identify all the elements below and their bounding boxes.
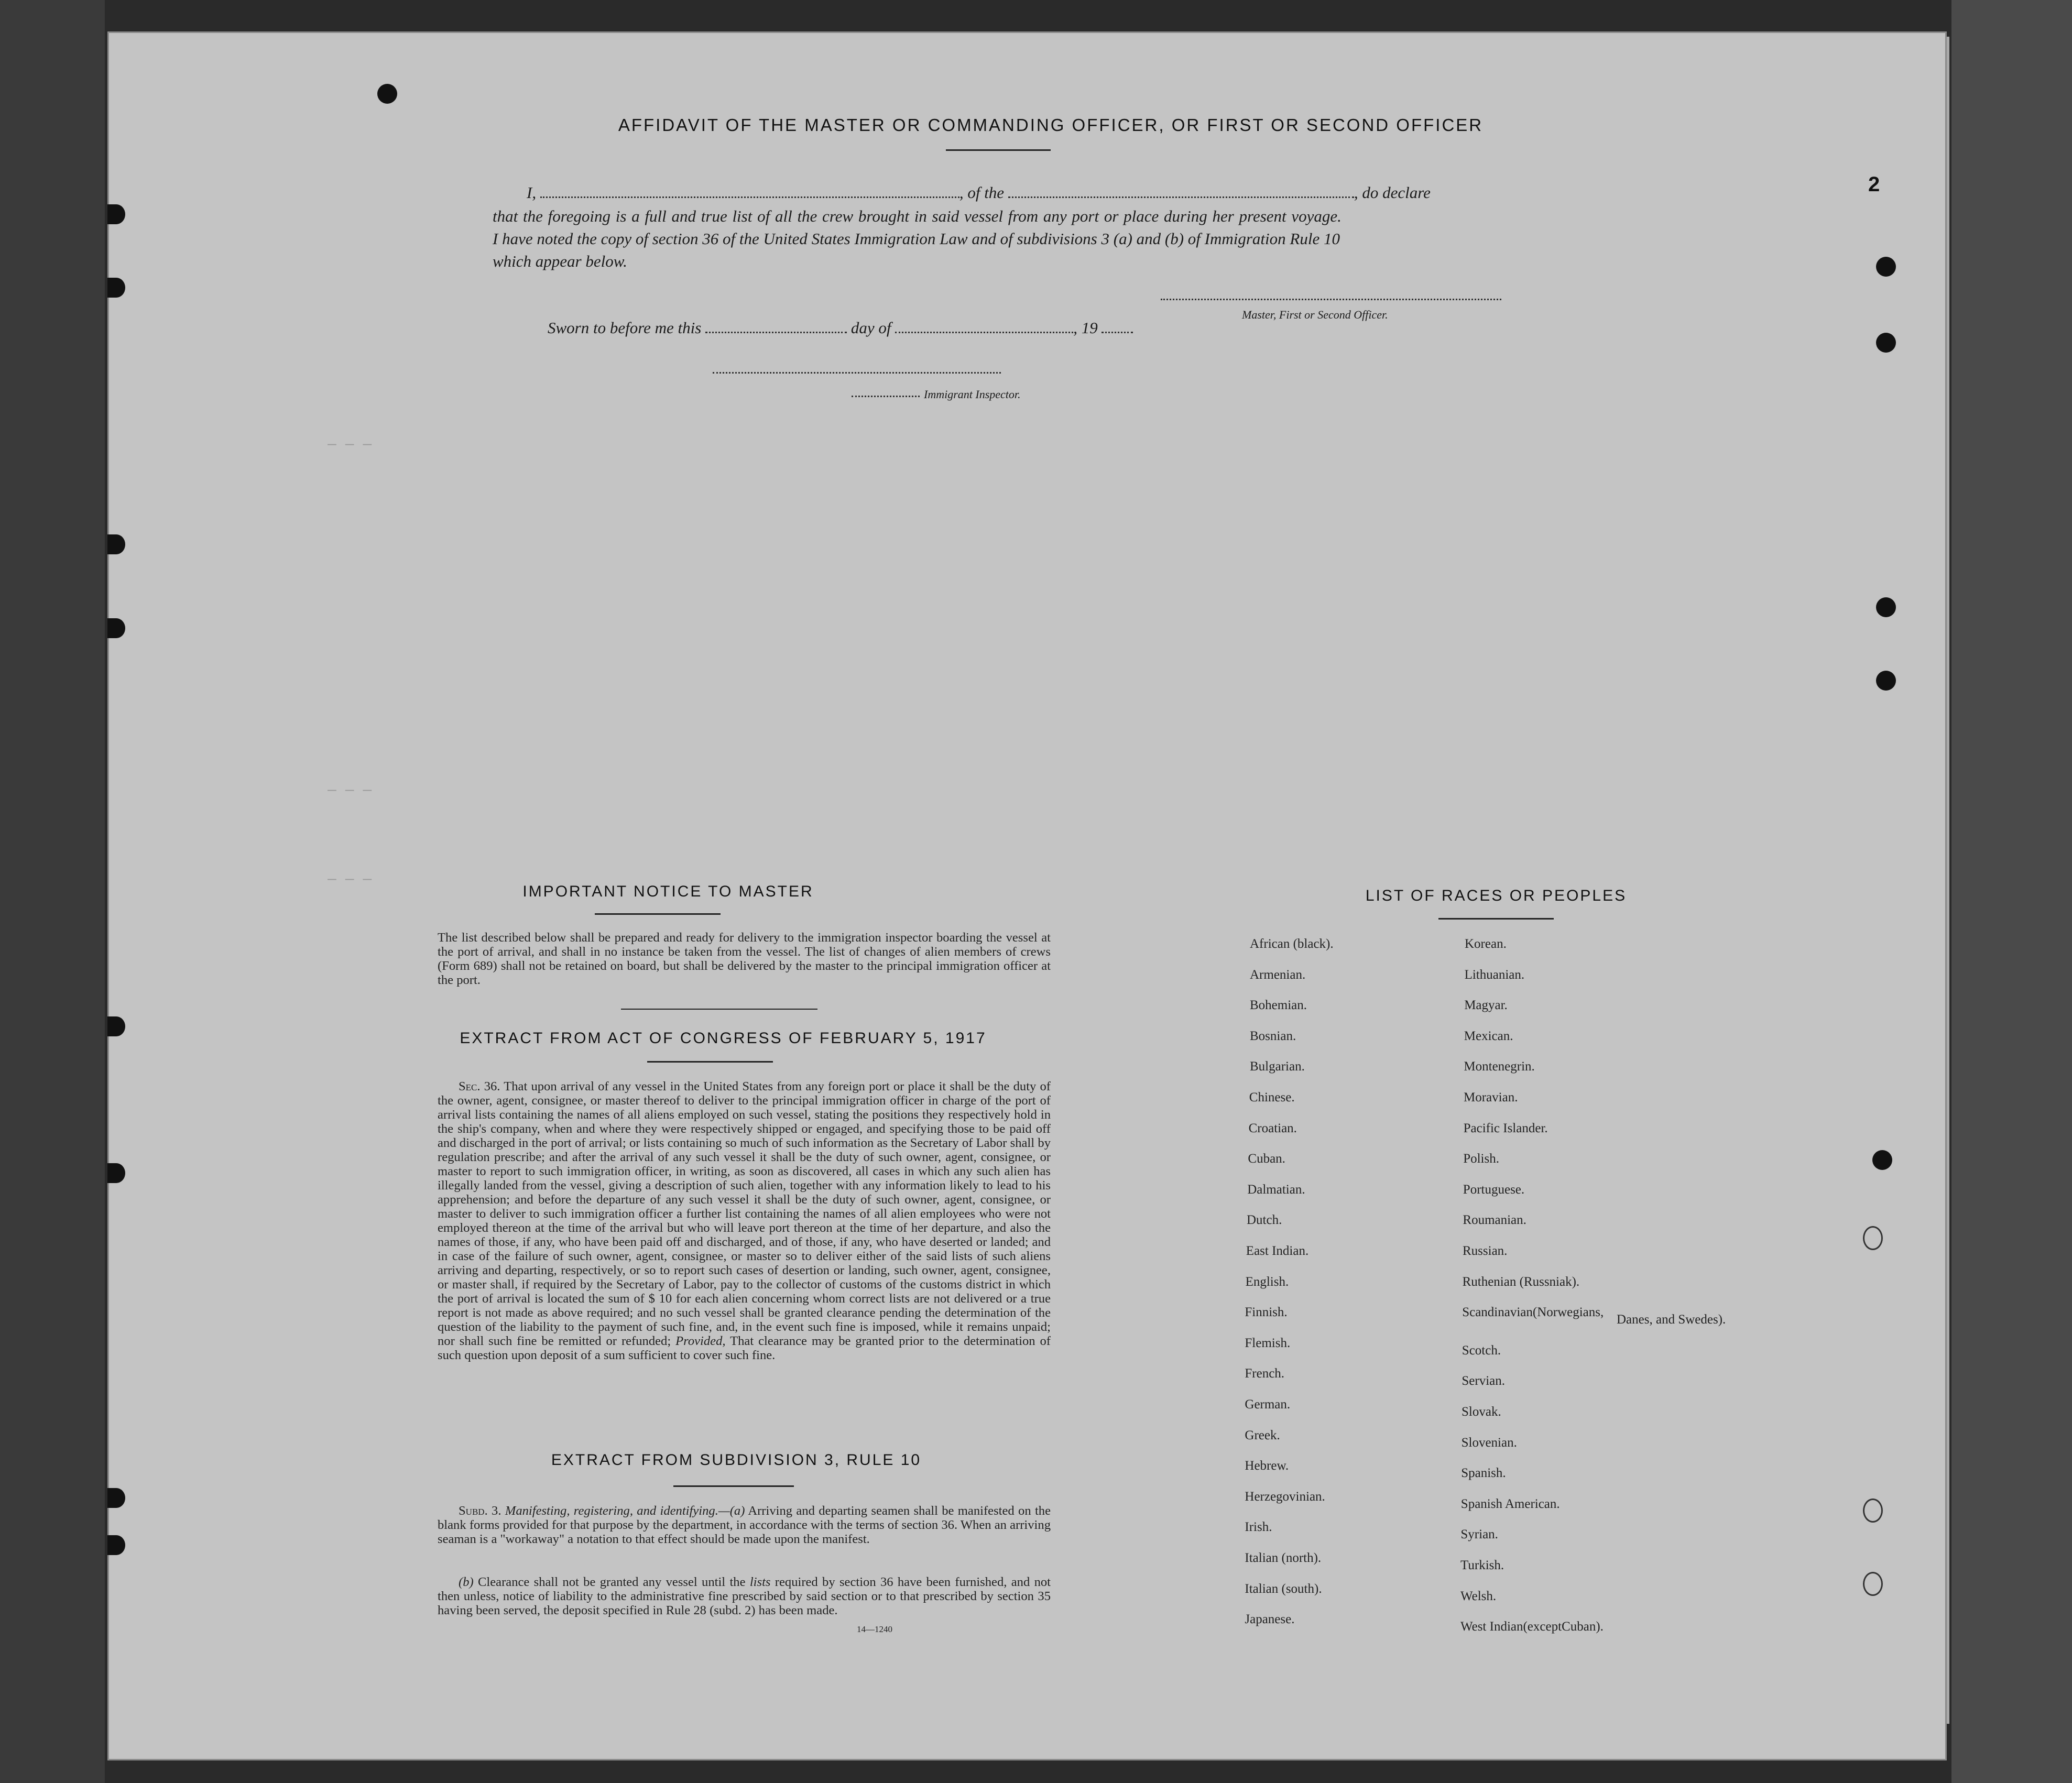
divider <box>647 1061 773 1063</box>
race-item: Spanish. <box>1461 1466 1506 1481</box>
scan-background-right <box>1951 0 2072 1783</box>
races-title: LIST OF RACES OR PEOPLES <box>1365 887 1627 904</box>
punch-hole-icon <box>1863 1572 1883 1596</box>
bleed-through-text: — — — <box>328 435 372 452</box>
notice-body: The list described below shall be prepared and ready for delivery to the immigration inspector boarding the vessel at the port of arrival, and shall in no instance be taken from the vessel. The list of changes of alien members of crews (Form 689) shall not be retained on board, but shall be delivered by the master to the principal immigration officer at the port. <box>438 931 1051 987</box>
divider <box>595 913 721 915</box>
affidavit-line-4: which appear below. <box>493 252 627 270</box>
sworn-month-blank[interactable] <box>895 332 1073 333</box>
race-item: Roumanian. <box>1463 1213 1526 1228</box>
page-number: 2 <box>1868 173 1882 196</box>
section-label: Sec. 36. <box>459 1079 500 1093</box>
race-item: Croatian. <box>1248 1121 1297 1135</box>
subdivision-a-text: Arriving and departing seamen shall be manifested on the blank forms provided for that purpose by the department, in accordance with the terms of section 36. When an arriving seaman is a "workaway" a notation to that effect should be made upon the manifest. <box>438 1504 1051 1546</box>
day-of-text: day of <box>850 319 891 337</box>
race-item: Greek. <box>1245 1428 1280 1442</box>
race-item: Bulgarian. <box>1250 1059 1305 1074</box>
punch-hole-icon <box>107 618 125 638</box>
race-item: Moravian. <box>1464 1090 1518 1104</box>
race-item: German. <box>1245 1397 1291 1412</box>
race-item: English. <box>1245 1274 1289 1289</box>
race-item: Syrian. <box>1460 1527 1498 1542</box>
extract-act-title: EXTRACT FROM ACT OF CONGRESS OF FEBRUARY 5, 1917 <box>460 1030 987 1047</box>
affidavit-of-the: , of the <box>959 183 1005 202</box>
race-item: Servian. <box>1462 1374 1506 1388</box>
race-item: Dutch. <box>1247 1213 1282 1228</box>
race-item: Lithuanian. <box>1464 967 1525 982</box>
race-item: Herzegovinian. <box>1245 1489 1325 1504</box>
race-item: Magyar. <box>1464 998 1508 1013</box>
subdivision-b-text: Clearance shall not be granted any vessel until the <box>478 1575 746 1589</box>
divider <box>1438 918 1554 920</box>
race-item: Japanese. <box>1245 1612 1295 1627</box>
bleed-through-text: — — — <box>328 781 372 798</box>
sworn-line <box>548 319 1133 337</box>
race-item: Armenian. <box>1250 967 1306 982</box>
punch-hole-icon <box>1872 1150 1892 1170</box>
notice-title: IMPORTANT NOTICE TO MASTER <box>522 883 814 900</box>
inspector-caption: Immigrant Inspector. <box>924 388 1021 401</box>
race-item: Bohemian. <box>1250 998 1307 1013</box>
inspector-signature-blank[interactable] <box>713 372 1001 374</box>
divider <box>946 149 1051 151</box>
punch-hole-icon <box>377 84 397 104</box>
provided-label: Provided, <box>675 1334 726 1348</box>
race-item: Italian (north). <box>1245 1551 1322 1565</box>
race-item: Mexican. <box>1464 1029 1513 1043</box>
affidavit-i: I, <box>527 183 537 202</box>
race-item: Turkish. <box>1460 1558 1504 1572</box>
punch-hole-icon <box>107 1488 125 1508</box>
race-item: Slovak. <box>1462 1405 1501 1419</box>
affidavit-line-2: that the foregoing is a full and true list of all the crew brought in said vessel from any port or place during her present voyage. <box>493 207 1342 225</box>
form-number: 14—1240 <box>857 1624 892 1634</box>
race-item: Korean. <box>1465 937 1507 951</box>
affidavit-line-3: I have noted the copy of section 36 of the United States Immigration Law and of subdivisions 3 (a) and (b) of Immigration Rule 10 <box>493 229 1340 248</box>
race-item: African (black). <box>1250 937 1334 951</box>
race-item: Portuguese. <box>1463 1182 1525 1197</box>
extract-rule-title: EXTRACT FROM SUBDIVISION 3, RULE 10 <box>551 1451 922 1469</box>
punch-hole-icon <box>107 534 125 554</box>
punch-hole-icon <box>1876 257 1896 277</box>
subdivision-label: Subd. 3. <box>459 1504 501 1518</box>
master-signature-blank[interactable] <box>1161 299 1501 300</box>
race-item: Bosnian. <box>1250 1029 1296 1043</box>
divider <box>621 1009 817 1010</box>
race-item: Scandinavian(Norwegians, <box>1462 1305 1604 1320</box>
race-item: Welsh. <box>1460 1589 1497 1603</box>
inspector-short-blank <box>852 396 920 397</box>
race-item: Italian (south). <box>1245 1581 1322 1596</box>
section-36-text: That upon arrival of any vessel in the United States from any foreign port or place it shall be the duty of the owner, agent, consignee, or master thereof to deliver to the principal immigration officer in charge of the port of arrival lists containing the names of all aliens employed on such vessel, stating the positions they respectively hold in the ship's company, when and where they were respectively shipped or engaged, and specifying those to be paid off and discharged in the port of arrival; or lists containing so much of such information as the Secretary of Labor shall by regulation prescribe; and after the arrival of any such vessel it shall be the duty of such owner, agent, consignee, or master to report to such immigration officer, in writing, as soon as discovered, all cases in which any such alien has illegally landed from the vessel, giving a description of such alien, together with any information likely to lead to his apprehension; and before the departure of any such vessel it shall be the duty of such owner, agent, consignee, or master to deliver to such immigration officer a further list containing the names of all alien employees who were not employed thereon at the time of the arrival but who will leave port thereon at the time of her departure, and also the names of those, if any, who have been paid off and discharged, and of those, if any, who have deserted or landed; and in case of the failure of such owner, agent, consignee, or master so to deliver either of the said lists of such aliens arriving and departing, respectively, or so to report such cases of desertion or landing, such owner, agent, consignee, or master shall, if required by the Secretary of Labor, pay to the collector of customs of the customs district in which the port of arrival is located the sum of $ 10 for each alien concerning whom correct lists are not delivered or a true report is not made as above required; and no such vessel shall be granted clearance pending the determination of the question of the liability to the payment of such fine, and, in the event such fine is imposed, while it remains unpaid; nor shall such fine be remitted or refunded; <box>438 1079 1051 1348</box>
race-item: Pacific Islander. <box>1463 1121 1548 1135</box>
punch-hole-icon <box>107 1016 125 1036</box>
affidavit-line-1 <box>527 183 1431 202</box>
punch-hole-icon <box>1876 597 1896 617</box>
name-blank[interactable] <box>540 196 959 198</box>
bleed-through-text: — — — <box>328 870 372 887</box>
section-36-text-end: That clearance may be granted prior to the determination of such question upon deposit of a sum sufficient to cover such fine. <box>438 1334 1051 1362</box>
race-item: East Indian. <box>1246 1244 1309 1258</box>
race-item: Russian. <box>1463 1244 1508 1258</box>
race-item: Scotch. <box>1462 1343 1501 1358</box>
scan-background-left <box>0 0 105 1783</box>
punch-hole-icon <box>107 278 125 298</box>
punch-hole-icon <box>107 204 125 224</box>
sworn-day-blank[interactable] <box>705 332 847 333</box>
extract-rule-para-a <box>438 1504 1051 1546</box>
race-item: Hebrew. <box>1245 1459 1289 1473</box>
races-continuation: Danes, and Swedes). <box>1617 1312 1726 1327</box>
race-item: Polish. <box>1463 1152 1499 1166</box>
master-caption: Master, First or Second Officer. <box>1242 308 1388 321</box>
subdivision-b-label: (b) <box>459 1575 474 1589</box>
race-item: Slovenian. <box>1461 1435 1517 1450</box>
race-item: French. <box>1245 1366 1285 1381</box>
race-item: West Indian(exceptCuban). <box>1460 1620 1604 1634</box>
subdivision-b-text-end: required by section 36 have been furnished, and not then unless, notice of liability to the administrative fine prescribed by said section or to that prescribed by section 35 having been served, the deposit specified in Rule 28 (subd. 2) has been made. <box>438 1575 1051 1617</box>
race-item: Flemish. <box>1245 1336 1291 1350</box>
vessel-blank[interactable] <box>1008 196 1354 198</box>
divider <box>673 1485 794 1487</box>
punch-hole-icon <box>1876 671 1896 691</box>
affidavit-title: AFFIDAVIT OF THE MASTER OR COMMANDING OFFICER, OR FIRST OR SECOND OFFICER <box>618 115 1484 135</box>
extract-act-body <box>438 1079 1051 1362</box>
punch-hole-icon <box>1876 333 1896 353</box>
punch-hole-icon <box>1863 1226 1883 1250</box>
punch-hole-icon <box>1863 1498 1883 1523</box>
sworn-text: Sworn to before me this <box>548 319 702 337</box>
race-item: Finnish. <box>1245 1305 1288 1320</box>
sworn-year-blank[interactable] <box>1102 332 1133 333</box>
affidavit-declare: , do declare <box>1354 183 1431 202</box>
race-item: Irish. <box>1245 1520 1272 1535</box>
punch-hole-icon <box>107 1163 125 1183</box>
race-item: Montenegrin. <box>1464 1059 1535 1074</box>
subdivision-b-lists: lists <box>749 1575 771 1589</box>
subdivision-heading: Manifesting, registering, and identifying.—(a) <box>505 1504 745 1518</box>
race-item: Dalmatian. <box>1247 1182 1305 1197</box>
race-item: Ruthenian (Russniak). <box>1462 1274 1580 1289</box>
race-item: Chinese. <box>1249 1090 1295 1104</box>
race-item: Cuban. <box>1248 1152 1285 1166</box>
extract-rule-para-b <box>438 1575 1051 1617</box>
year-prefix: , 19 <box>1073 319 1098 337</box>
race-item: Spanish American. <box>1460 1496 1560 1511</box>
punch-hole-icon <box>107 1535 125 1555</box>
document-page <box>107 31 1947 1760</box>
